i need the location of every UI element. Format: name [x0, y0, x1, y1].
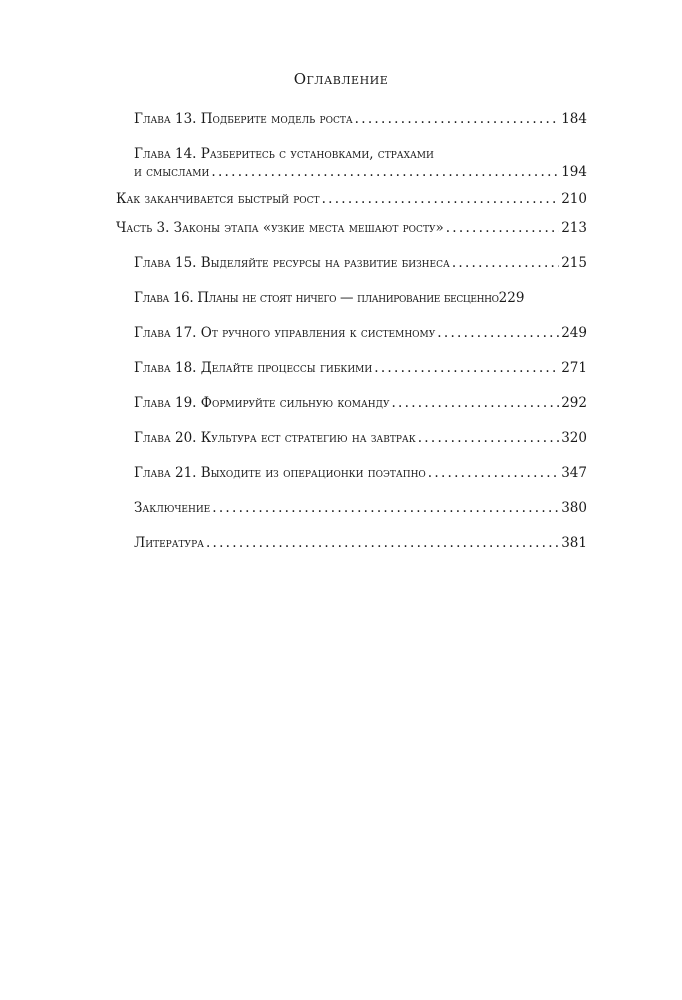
toc-entry-chapter-15[interactable] [116, 254, 587, 272]
page-title: Оглавление [293, 70, 389, 88]
toc-entry-title: Глава 20. Культура ест стратегию на завтрак [134, 430, 416, 446]
leader-dots [206, 534, 559, 552]
toc-entry-title: Глава 18. Делайте процессы гибкими [134, 360, 373, 376]
toc-entry-conclusion[interactable] [116, 499, 587, 517]
leader-dots [355, 110, 560, 128]
leader-dots [437, 324, 559, 342]
toc-entry-fast-growth-end[interactable] [116, 190, 587, 208]
toc-entry-title: Глава 14. Разберитесь с установками, страхами [134, 146, 434, 162]
toc-entry-title: Глава 16. Планы не стоят ничего — планирование бесценно [134, 290, 499, 306]
leader-dots [211, 163, 559, 181]
toc-entry-chapter-17[interactable] [116, 324, 587, 342]
toc-entry-title: Глава 21. Выходите из операционки поэтапно [134, 465, 426, 481]
toc-entry-title: Глава 17. От ручного управления к системному [134, 325, 436, 341]
toc-entry-chapter-16[interactable] [116, 289, 587, 307]
toc-entry-page: 347 [561, 465, 587, 481]
toc-entry-page: 210 [561, 191, 587, 207]
leader-dots [452, 254, 559, 272]
toc-entry-title: Литература [134, 535, 204, 551]
toc-entry-title: Глава 19. Формируйте сильную команду [134, 395, 390, 411]
toc-entry-page: 249 [561, 325, 587, 341]
toc-entry-page: 215 [561, 255, 587, 271]
toc-entry-page: 271 [561, 360, 587, 376]
toc-entry-chapter-14[interactable] [116, 145, 587, 181]
leader-dots [418, 429, 560, 447]
leader-dots [322, 190, 560, 208]
toc-entry-chapter-18[interactable] [116, 359, 587, 377]
table-of-contents [116, 110, 587, 552]
toc-entry-page: 292 [561, 395, 587, 411]
toc-entry-chapter-21[interactable] [116, 464, 587, 482]
toc-entry-title: Глава 15. Выделяйте ресурсы на развитие бизнеса [134, 255, 450, 271]
toc-entry-title: Как заканчивается быстрый рост [116, 191, 320, 207]
toc-entry-title: Заключение [134, 500, 211, 516]
toc-entry-page: 380 [561, 500, 587, 516]
toc-entry-literature[interactable] [116, 534, 587, 552]
toc-entry-chapter-13[interactable] [116, 110, 587, 128]
toc-entry-page: 184 [561, 111, 587, 127]
leader-dots [446, 219, 560, 237]
leader-dots [212, 499, 559, 517]
leader-dots [428, 464, 559, 482]
toc-entry-chapter-19[interactable] [116, 394, 587, 412]
toc-entry-chapter-20[interactable] [116, 429, 587, 447]
toc-entry-page: 194 [561, 164, 587, 180]
toc-entry-page: 381 [561, 535, 587, 551]
toc-entry-title-continued: и смыслами [134, 164, 210, 180]
toc-entry-title: Глава 13. Подберите модель роста [134, 111, 353, 127]
toc-entry-page: 320 [561, 430, 587, 446]
toc-entry-part-3[interactable] [116, 219, 587, 237]
leader-dots [374, 359, 559, 377]
leader-dots [391, 394, 559, 412]
toc-entry-page: 213 [561, 220, 587, 236]
toc-entry-title: Часть 3. Законы этапа «узкие места мешают росту» [116, 220, 444, 236]
toc-entry-page: 229 [498, 290, 525, 306]
